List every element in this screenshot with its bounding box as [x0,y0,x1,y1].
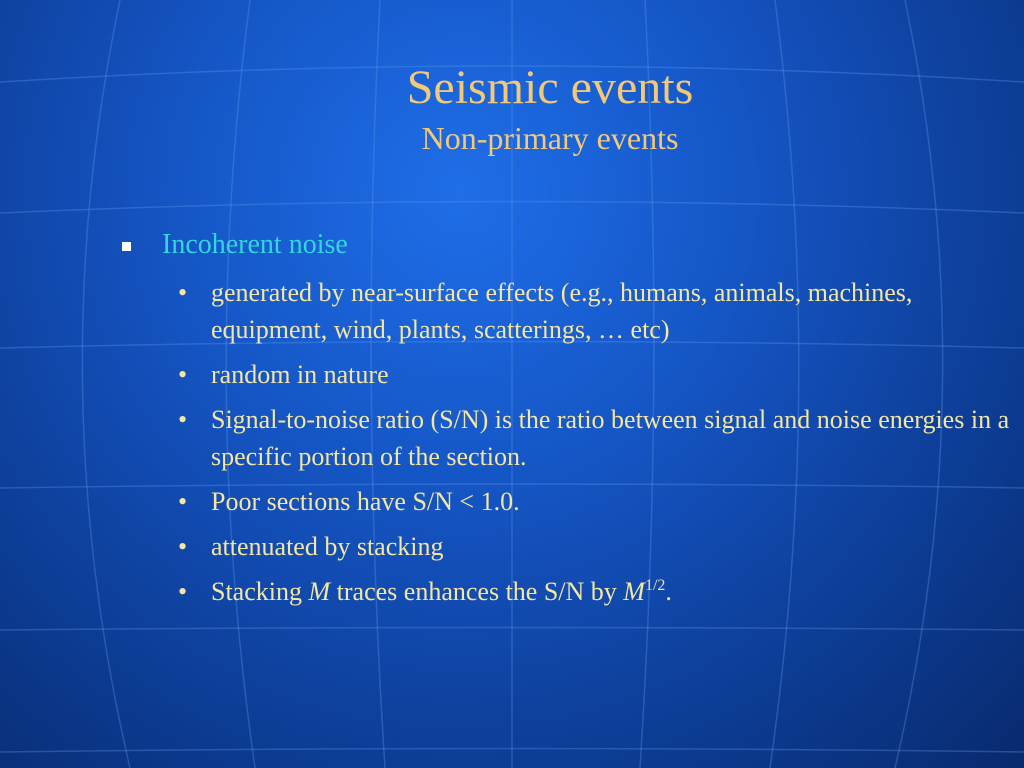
sub-bullet-text: attenuated by stacking [211,532,444,561]
sub-bullet-4 [118,483,1011,520]
sub-bullet-text: generated by near-surface effects (e.g., humans, animals, machines, equipment, wind, plants, scatterings, … etc) [211,278,913,344]
sub-bullet-text: random in nature [211,360,389,389]
sub-bullet-5 [118,528,1011,565]
slide-title: Seismic events [406,61,694,114]
bullet-dot-icon: • [178,405,188,434]
variable-m: M [623,577,645,606]
square-bullet-icon [122,242,131,251]
bullet-dot-icon: • [178,278,188,307]
slide-subtitle: Non-primary events [421,120,679,156]
bullet-dot-icon: • [178,577,188,606]
main-bullet [118,226,1018,264]
variable-m: M [308,577,331,606]
sub-bullet-text: Signal-to-noise ratio (S/N) is the ratio between signal and noise energies in a specific portion of the section. [211,405,1010,471]
sub-bullet-3 [118,401,1011,475]
exponent: 1/2 [644,577,666,594]
sub-bullet-2 [118,356,1011,393]
sub-bullet-1 [118,274,1011,348]
main-bullet-text: Incoherent noise [162,229,348,260]
bullet-dot-icon: • [178,532,188,561]
stacking-text-2: traces enhances the S/N by [330,577,624,606]
stacking-text-1: Stacking [211,577,309,606]
slide-content [118,226,1018,618]
bullet-dot-icon: • [178,487,188,516]
sub-bullet-text: Poor sections have S/N < 1.0. [211,487,520,516]
period: . [665,577,672,606]
sub-bullet-6 [118,573,1011,610]
bullet-dot-icon: • [178,360,188,389]
sub-bullet-text [211,577,672,606]
title-block [0,58,1024,158]
